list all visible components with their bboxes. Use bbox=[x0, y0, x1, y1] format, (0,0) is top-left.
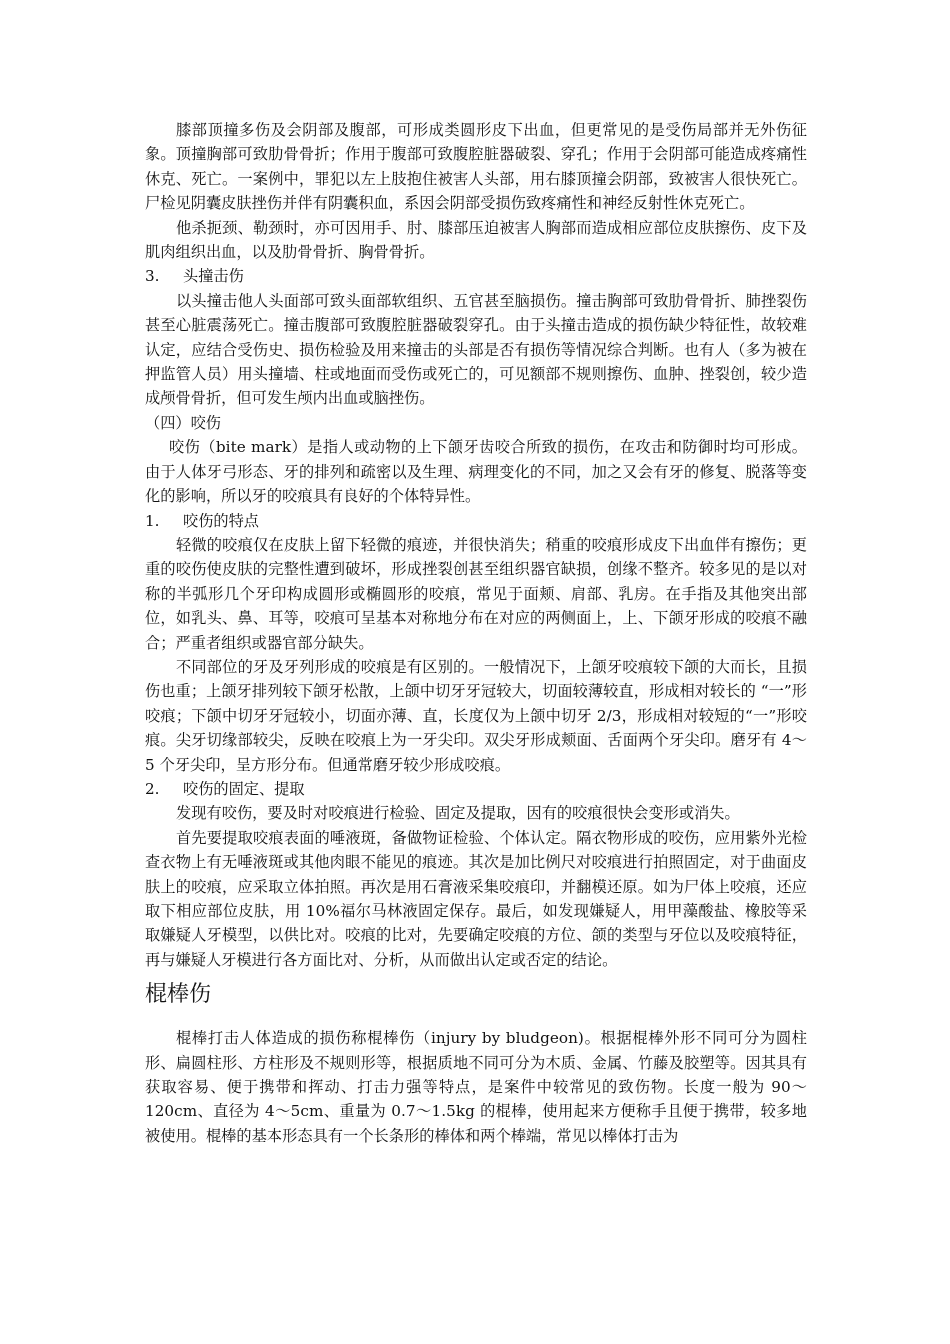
paragraph-head-butt: 以头撞击他人头面部可致头面部软组织、五官甚至脑损伤。撞击胸部可致肋骨骨折、肺挫裂伤甚至心脏震荡死亡。撞击腹部可致腹腔脏器破裂穿孔。由于头撞击造成的损伤缺少特征性，故较难认定，应结合受伤史、损伤检验及用来撞击的头部是否有损伤等情况综合判断。也有人（多为被在押监管人员）用头撞墙、柱或地面而受伤或死亡的，可见额部不规则擦伤、血肿、挫裂创，较少造成颅骨骨折，但可发生颅内出血或脑挫伤。 bbox=[145, 291, 807, 408]
heading-text: 咬伤的特点 bbox=[183, 511, 259, 530]
paragraph-bite-timely: 发现有咬伤，要及时对咬痕进行检验、固定及提取，因有的咬痕很快会变形或消失。 bbox=[176, 804, 740, 823]
paragraph-knee-strike: 膝部顶撞多伤及会阴部及腹部，可形成类圆形皮下出血，但更常见的是受伤局部并无外伤征象。顶撞胸部可致肋骨骨折；作用于腹部可致腹腔脏器破裂、穿孔；作用于会阴部可能造成疼痛性休克、死亡。一案例中，罪犯以左上肢抱住被害人头部，用右膝顶撞会阴部，致被害人很快死亡。尸检见阴囊皮肤挫伤并伴有阴囊积血，系因会阴部受损伤致疼痛性和神经反射性休克死亡。 bbox=[145, 121, 807, 213]
paragraph-bludgeon: 棍棒打击人体造成的损伤称棍棒伤（injury by bludgeon)。根据棍棒外形不同可分为圆柱形、扁圆柱形、方柱形及不规则形等，根据质地不同可分为木质、金属、竹藤及胶塑等。因其具有获取容易、便于携带和挥动、打击力强等特点，是案件中较常见的致伤物。长度一般为 90～120cm、直径为 4～5cm、重量为 0.7～1.5kg 的棍棒，使用起来方便称手且便于携带，较多地被使用。棍棒的基本形态具有一个长条形的棒体和两个棒端，常见以棒体打击为 bbox=[145, 1029, 807, 1145]
heading-text: 头撞击伤 bbox=[183, 267, 244, 286]
heading-number: 2. bbox=[145, 779, 160, 798]
heading-head-butt bbox=[145, 264, 807, 288]
heading-bite-wound: （四）咬伤 bbox=[145, 413, 221, 432]
section-title-bludgeon: 棍棒伤 bbox=[145, 982, 212, 1008]
paragraph-bite-extraction: 首先要提取咬痕表面的唾液斑，备做物证检验、个体认定。隔衣物形成的咬伤，应用紫外光检查衣物上有无唾液斑或其他肉眼不能见的痕迹。其次是加比例尺对咬痕进行拍照固定，对于曲面皮肤上的咬痕，应采取立体拍照。再次是用石膏液采集咬痕印，并翻模还原。如为尸体上咬痕，还应取下相应部位皮肤，用 10%福尔马林液固定保存。最后，如发现嫌疑人，用甲藻酸盐、橡胶等采取嫌疑人牙模型，以供比对。咬痕的比对，先要确定咬痕的方位、颌的类型与牙位以及咬痕特征，再与嫌疑人牙模进行各方面比对、分析，从而做出认定或否定的结论。 bbox=[145, 828, 807, 969]
paragraph-bite-teeth: 不同部位的牙及牙列形成的咬痕是有区别的。一般情况下，上颌牙咬痕较下颌的大而长，且损伤也重；上颌牙排列较下颌牙松散，上颌中切牙牙冠较大，切面较薄较直，形成相对较长的 “一”形咬痕；下颌中切牙牙冠较小，切面亦薄、直，长度仅为上颌中切牙 2/3，形成相对较短的“一”形咬痕。尖牙切缘部较尖，反映在咬痕上为一牙尖印。双尖牙形成颊面、舌面两个牙尖印。磨牙有 4～5 个牙尖印，呈方形分布。但通常磨牙较少形成咬痕。 bbox=[145, 657, 807, 774]
heading-text: 咬伤的固定、提取 bbox=[183, 779, 305, 798]
paragraph-strangulation: 他杀扼颈、勒颈时，亦可因用手、肘、膝部压迫被害人胸部而造成相应部位皮肤擦伤、皮下及肌肉组织出血，以及肋骨骨折、胸骨骨折。 bbox=[145, 218, 807, 262]
paragraph-bite-definition: 咬伤（bite mark）是指人或动物的上下颌牙齿咬合所致的损伤，在攻击和防御时均可形成。由于人体牙弓形态、牙的排列和疏密以及生理、病理变化的不同，加之又会有牙的修复、脱落等变化的影响，所以牙的咬痕具有良好的个体特异性。 bbox=[145, 438, 807, 506]
heading-bite-features bbox=[145, 509, 807, 533]
heading-number: 3. bbox=[145, 267, 160, 286]
paragraph-bite-severity: 轻微的咬痕仅在皮肤上留下轻微的痕迹，并很快消失；稍重的咬痕形成皮下出血伴有擦伤；更重的咬伤使皮肤的完整性遭到破坏，形成挫裂创甚至组织器官缺损，创缘不整齐。较多见的是以对称的半弧形几个牙印构成圆形或椭圆形的咬痕，常见于面颊、肩部、乳房。在手指及其他突出部位，如乳头、鼻、耳等，咬痕可呈基本对称地分布在对应的两侧面上，上、下颌牙形成的咬痕不融合；严重者组织或器官部分缺失。 bbox=[145, 535, 807, 652]
heading-bite-fixation bbox=[145, 777, 807, 801]
text-column bbox=[145, 118, 807, 1148]
heading-number: 1. bbox=[145, 511, 160, 530]
